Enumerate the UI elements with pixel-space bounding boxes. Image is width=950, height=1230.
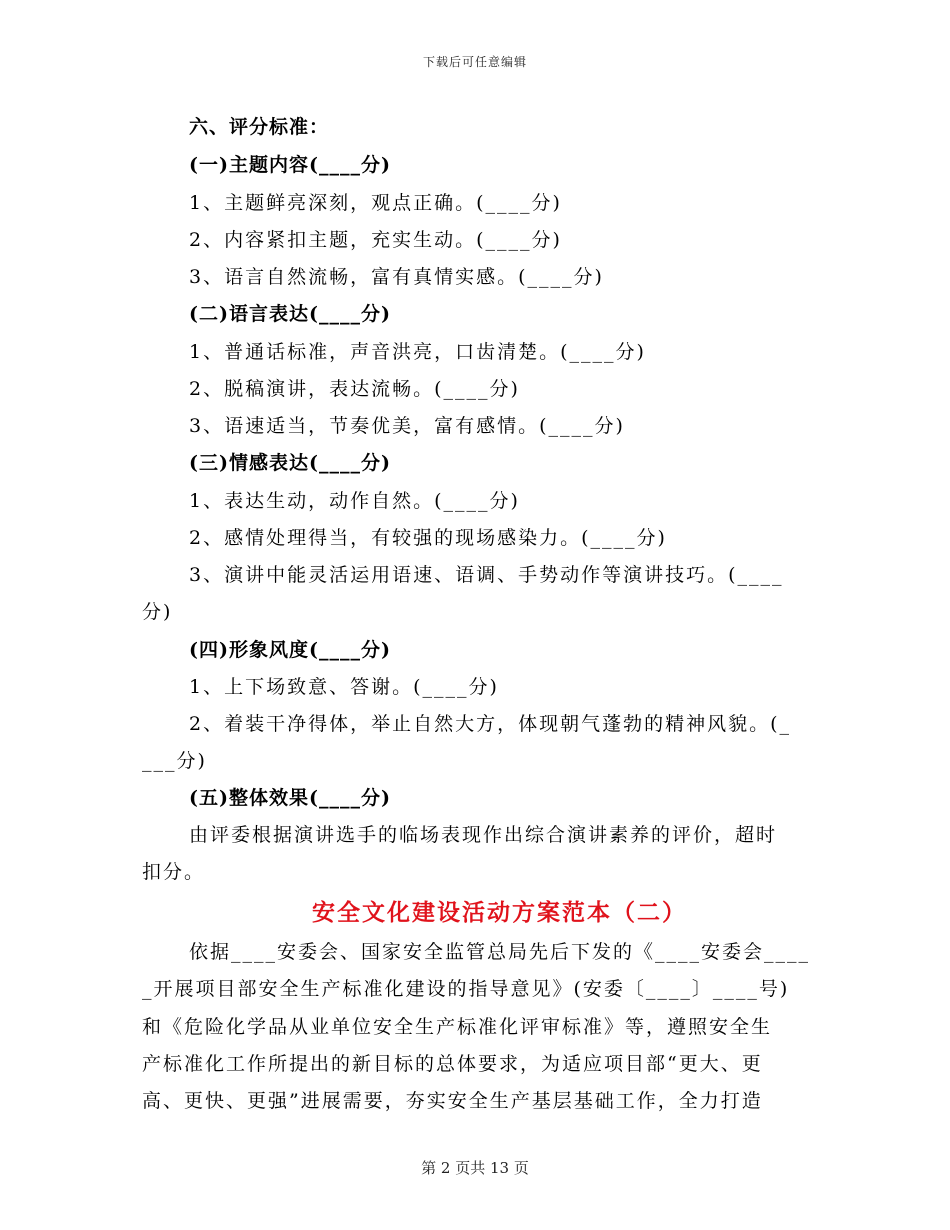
paragraph-line: 依据____安委会、国家安全监管总局先后下发的《____安委会____	[189, 941, 811, 963]
criteria-line-continued: 分)	[142, 601, 173, 623]
criteria-line: 3、演讲中能灵活运用语速、语调、手势动作等演讲技巧。(____	[189, 564, 784, 586]
criteria-line: 由评委根据演讲选手的临场表现作出综合演讲素养的评价，超时	[189, 824, 778, 846]
page-header: 下载后可任意编辑	[422, 55, 527, 69]
page-footer: 第 2 页共 13 页	[421, 1159, 529, 1177]
criteria-line: 2、脱稿演讲，表达流畅。(____分)	[189, 378, 520, 400]
subsection-title-2: (二)语言表达(____分)	[189, 303, 391, 325]
paragraph-line: 和《危险化学品从业单位安全生产标准化评审标准》等，遵照安全生	[142, 1016, 773, 1038]
subsection-title-1: (一)主题内容(____分)	[189, 154, 391, 176]
criteria-line-continued: ___分)	[142, 750, 207, 772]
criteria-line: 1、主题鲜亮深刻，观点正确。(____分)	[189, 192, 562, 214]
subsection-title-3: (三)情感表达(____分)	[189, 452, 391, 474]
criteria-line: 2、感情处理得当，有较强的现场感染力。(____分)	[189, 527, 667, 549]
paragraph-line: _开展项目部安全生产标准化建设的指导意见》(安委〔____〕____号)	[142, 978, 790, 1000]
criteria-line-continued: 扣分。	[142, 861, 206, 883]
paragraph-line: 产标准化工作所提出的新目标的总体要求，为适应项目部“更大、更	[142, 1053, 763, 1075]
criteria-line: 2、着装干净得体，举止自然大方，体现朝气蓬勃的精神风貌。(_	[189, 713, 792, 735]
paragraph-line: 高、更快、更强”进展需要，夯实安全生产基层基础工作，全力打造	[142, 1090, 763, 1112]
criteria-line: 1、表达生动，动作自然。(____分)	[189, 490, 520, 512]
criteria-line: 1、上下场致意、答谢。(____分)	[189, 676, 499, 698]
criteria-line: 1、普通话标准，声音洪亮，口齿清楚。(____分)	[189, 341, 646, 363]
subsection-title-4: (四)形象风度(____分)	[189, 639, 391, 661]
criteria-line: 2、内容紧扣主题，充实生动。(____分)	[189, 229, 562, 251]
criteria-line: 3、语速适当，节奏优美，富有感情。(____分)	[189, 415, 625, 437]
criteria-line: 3、语言自然流畅，富有真情实感。(____分)	[189, 266, 604, 288]
document-title: 安全文化建设活动方案范本（二）	[312, 899, 687, 926]
subsection-title-5: (五)整体效果(____分)	[189, 787, 391, 809]
section-heading: 六、评分标准：	[189, 116, 330, 138]
